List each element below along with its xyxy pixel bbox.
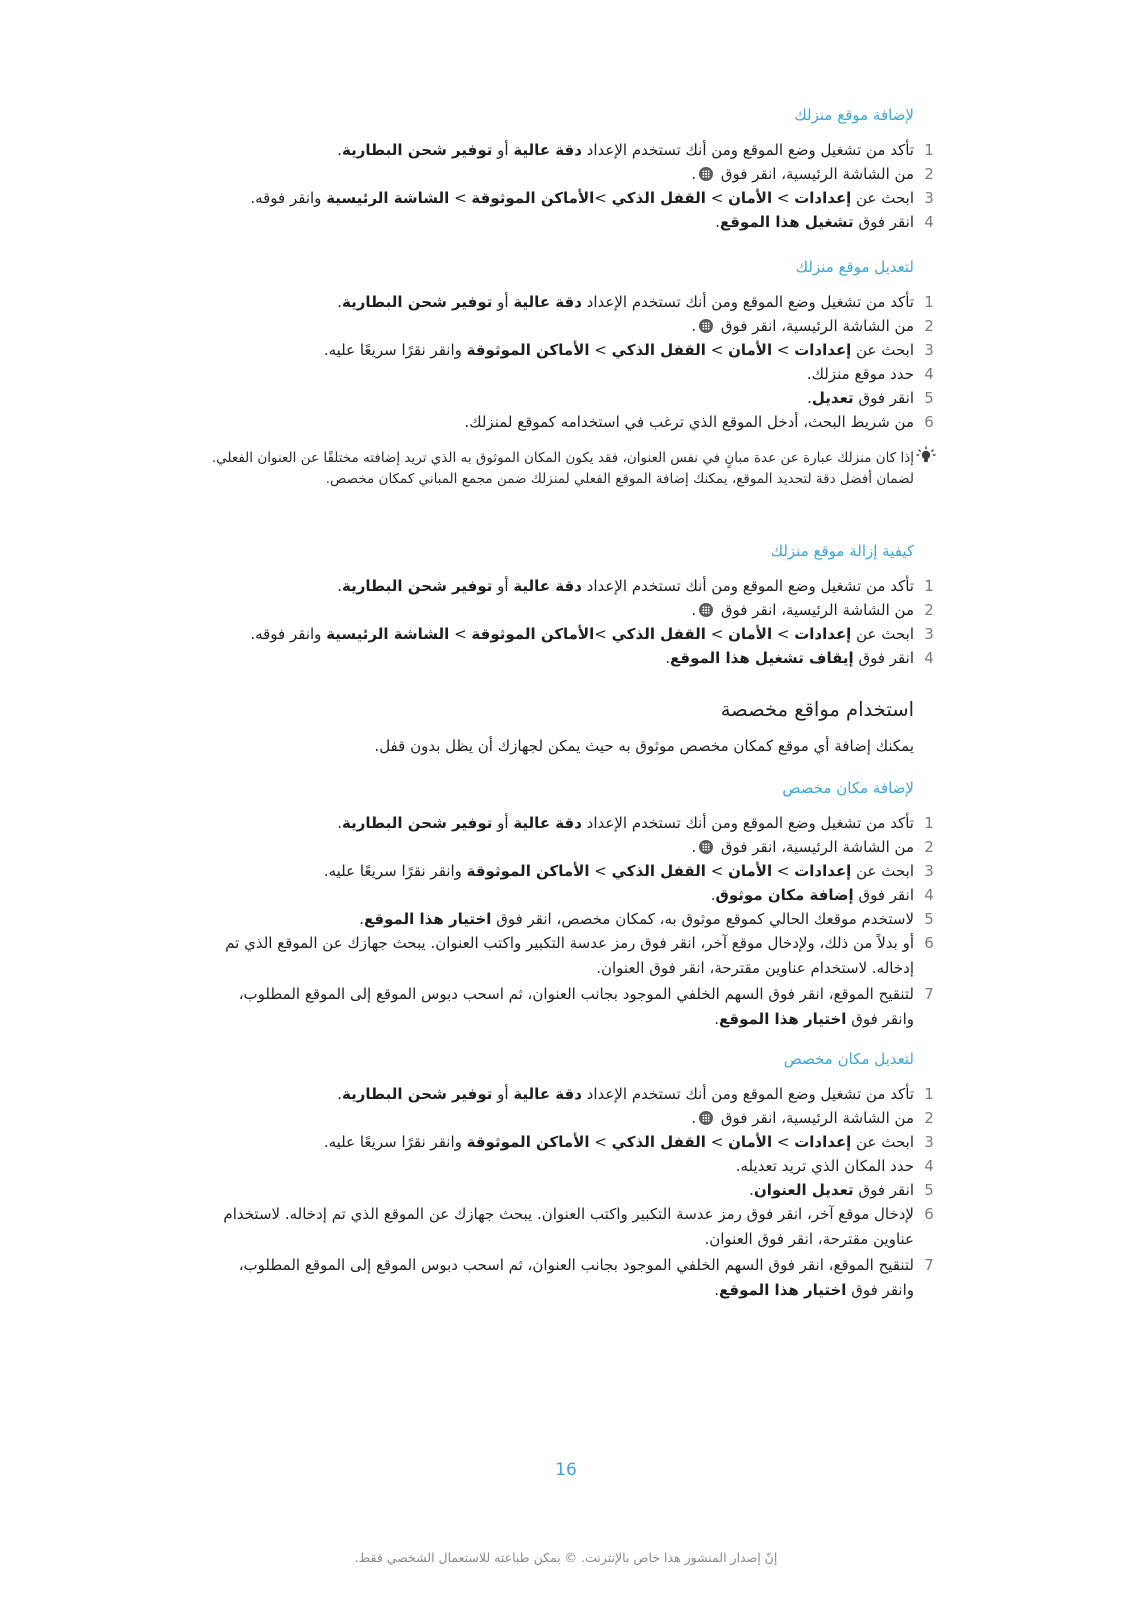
step-item [0,362,1132,386]
step-number: 5 [924,389,934,407]
step-number: 2 [924,601,934,619]
apps-grid-icon [699,1111,713,1125]
step-text: ابحث عن إعدادات > الأمان > القفل الذكي > الأماكن الموثوقة وانقر نقرًا سريعًا عليه. [323,862,914,880]
step-item [0,1202,1132,1252]
step-item [0,931,1132,981]
step-text: انقر فوق تعديل العنوان. [749,1181,914,1199]
step-item [0,574,1132,598]
step-number: 1 [924,141,934,159]
step-item [0,1253,1132,1303]
step-number: 4 [924,649,934,667]
apps-grid-icon [699,167,713,181]
step-number: 6 [924,1205,934,1223]
step-text: لإدخال موقع آخر، انقر فوق رمز عدسة التكبير واكتب العنوان. يبحث جهازك عن الموقع الذي تم إدخاله. لاستخدام عناوين مقترحة، انقر فوق العنوان. [223,1205,914,1248]
step-number: 4 [924,886,934,904]
step-text: ابحث عن إعدادات > الأمان > القفل الذكي > الأماكن الموثوقة وانقر نقرًا سريعًا عليه. [323,1133,914,1151]
step-item [0,1154,1132,1178]
step-item [0,859,1132,883]
step-number: 3 [924,1133,934,1151]
step-item [0,386,1132,410]
step-item [0,622,1132,646]
step-text: تأكد من تشغيل وضع الموقع ومن أنك تستخدم الإعداد دقة عالية أو توفير شحن البطارية. [337,293,914,311]
step-item [0,314,1132,338]
apps-grid-icon [699,319,713,333]
light-bulb-icon [916,446,936,468]
footer-note: إنّ إصدار المنشور هذا خاص بالإنترنت. © يمكن طباعته للاستعمال الشخصي فقط. [354,1550,778,1565]
step-number: 7 [924,985,934,1003]
step-number: 4 [924,213,934,231]
section-heading-remove-home: كيفية إزالة موقع منزلك [770,542,914,560]
step-text: انقر فوق إيقاف تشغيل هذا الموقع. [665,649,914,667]
step-number: 5 [924,1181,934,1199]
step-text: انقر فوق تشغيل هذا الموقع. [715,213,914,231]
step-number: 3 [924,862,934,880]
step-text: حدد موقع منزلك. [806,365,914,383]
step-text: انقر فوق إضافة مكان موثوق. [710,886,914,904]
step-text: من الشاشة الرئيسية، انقر فوق . [691,1109,914,1127]
tip-note: إذا كان منزلك عبارة عن عدة مبانٍ في نفس العنوان، فقد يكون المكان الموثوق به الذي تريد إضافته مختلفًا عن العنوان الفعلي. لضمان أفضل دقة لتحديد الموقع، يمكنك إضافة الموقع الفعلي لمنزلك ضمن مجمع المباني كمكان مخصص. [211,450,914,487]
step-text: انقر فوق تعديل. [807,389,914,407]
step-item [0,338,1132,362]
step-text: من الشاشة الرئيسية، انقر فوق . [691,601,914,619]
page-number: 16 [555,1460,577,1480]
step-number: 1 [924,293,934,311]
step-item [0,1178,1132,1202]
step-text: ابحث عن إعدادات > الأمان > القفل الذكي > الأماكن الموثوقة وانقر نقرًا سريعًا عليه. [323,341,914,359]
step-number: 1 [924,814,934,832]
step-text: أو بدلاً من ذلك، ولإدخال موقع آخر، انقر فوق رمز عدسة التكبير واكتب العنوان. يبحث جهازك عن الموقع الذي تم إدخاله. لاستخدام عناوين مقترحة، انقر فوق العنوان. [225,934,914,977]
step-number: 3 [924,625,934,643]
step-item [0,1106,1132,1130]
section-heading-add-home: لإضافة موقع منزلك [794,106,914,124]
step-text: من الشاشة الرئيسية، انقر فوق . [691,165,914,183]
step-number: 2 [924,317,934,335]
step-number: 1 [924,577,934,595]
step-item [0,883,1132,907]
step-text: لاستخدم موقعك الحالي كموقع موثوق به، كمكان مخصص، انقر فوق اختيار هذا الموقع. [359,910,914,928]
apps-grid-icon [699,840,713,854]
section-heading-add-custom: لإضافة مكان مخصص [782,779,914,797]
step-number: 7 [924,1256,934,1274]
step-text: حدد المكان الذي تريد تعديله. [735,1157,914,1175]
section-heading-edit-custom: لتعديل مكان مخصص [783,1050,914,1068]
step-number: 3 [924,341,934,359]
step-number: 2 [924,1109,934,1127]
step-number: 3 [924,189,934,207]
section-heading-edit-home: لتعديل موقع منزلك [795,258,914,276]
step-text: ابحث عن إعدادات > الأمان > القفل الذكي >الأماكن الموثوقة > الشاشة الرئيسية وانقر فوقه. [250,189,914,207]
step-text: من الشاشة الرئيسية، انقر فوق . [691,317,914,335]
step-text: من الشاشة الرئيسية، انقر فوق . [691,838,914,856]
step-text: من شريط البحث، أدخل الموقع الذي ترغب في استخدامه كموقع لمنزلك. [464,413,914,431]
step-number: 5 [924,910,934,928]
step-number: 4 [924,1157,934,1175]
step-number: 1 [924,1085,934,1103]
step-text: تأكد من تشغيل وضع الموقع ومن أنك تستخدم الإعداد دقة عالية أو توفير شحن البطارية. [337,141,914,159]
step-text: ابحث عن إعدادات > الأمان > القفل الذكي >الأماكن الموثوقة > الشاشة الرئيسية وانقر فوقه. [250,625,914,643]
page-heading-custom-locations: استخدام مواقع مخصصة [720,698,914,721]
step-item [0,138,1132,162]
step-item [0,210,1132,234]
step-number: 6 [924,413,934,431]
step-item [0,646,1132,670]
step-number: 2 [924,838,934,856]
step-item [0,1082,1132,1106]
step-item [0,835,1132,859]
apps-grid-icon [699,603,713,617]
step-item [0,811,1132,835]
step-item [0,907,1132,931]
step-text: لتنقيح الموقع، انقر فوق السهم الخلفي الموجود بجانب العنوان، ثم اسحب دبوس الموقع إلى الموقع المطلوب، وانقر فوق اختيار هذا الموقع. [238,985,914,1028]
step-item [0,410,1132,434]
custom-intro-paragraph: يمكنك إضافة أي موقع كمكان مخصص موثوق به حيث يمكن لجهازك أن يظل بدون قفل. [374,737,914,755]
step-text: تأكد من تشغيل وضع الموقع ومن أنك تستخدم الإعداد دقة عالية أو توفير شحن البطارية. [337,1085,914,1103]
step-number: 4 [924,365,934,383]
step-item [0,598,1132,622]
step-item [0,186,1132,210]
step-text: لتنقيح الموقع، انقر فوق السهم الخلفي الموجود بجانب العنوان، ثم اسحب دبوس الموقع إلى الموقع المطلوب، وانقر فوق اختيار هذا الموقع. [238,1256,914,1299]
step-item [0,290,1132,314]
step-item [0,1130,1132,1154]
step-text: تأكد من تشغيل وضع الموقع ومن أنك تستخدم الإعداد دقة عالية أو توفير شحن البطارية. [337,814,914,832]
step-text: تأكد من تشغيل وضع الموقع ومن أنك تستخدم الإعداد دقة عالية أو توفير شحن البطارية. [337,577,914,595]
step-number: 2 [924,165,934,183]
step-item [0,982,1132,1032]
step-number: 6 [924,934,934,952]
step-item [0,162,1132,186]
